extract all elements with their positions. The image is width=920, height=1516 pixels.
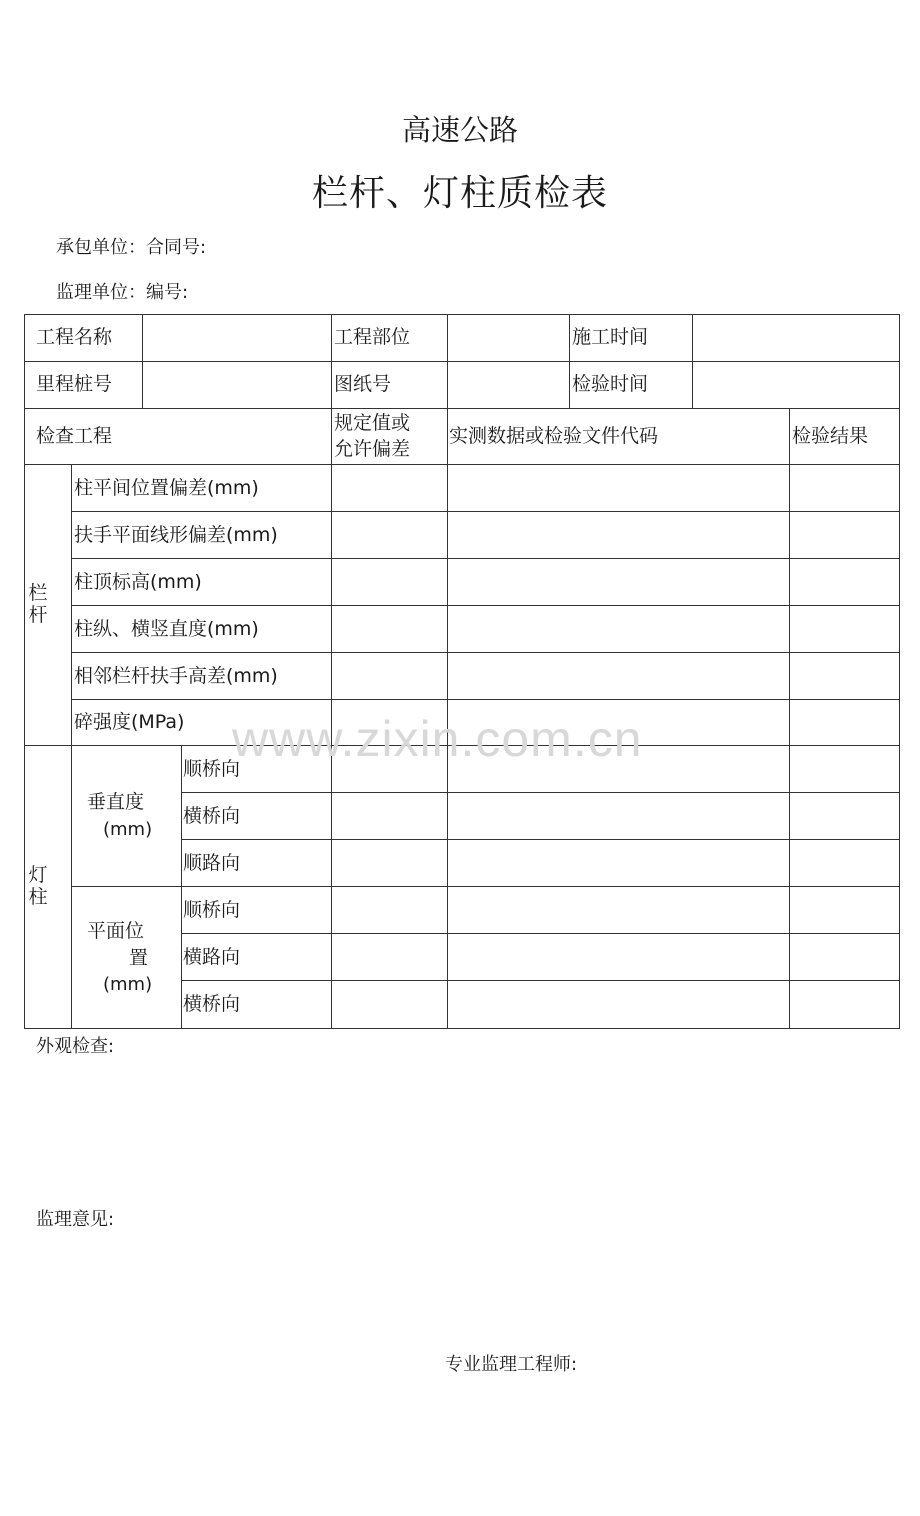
- table-row-item: 横路向: [183, 946, 241, 968]
- table-row-item: 柱顶标高(mm): [74, 571, 202, 593]
- form-title: 栏杆、灯柱质检表: [311, 173, 608, 214]
- plane-subgroup-unit: (mm): [103, 974, 153, 995]
- table-row-item: 相邻栏杆扶手高差(mm): [74, 665, 278, 687]
- table-row-item: 柱平间位置偏差(mm): [74, 477, 259, 499]
- appearance-label: 外观检查:: [36, 1036, 115, 1057]
- mileage-label: 里程桩号: [36, 373, 113, 395]
- vertical-subgroup-label: 垂直度: [87, 791, 145, 813]
- construction-time-label: 施工时间: [572, 326, 649, 348]
- vertical-subgroup-unit: (mm): [103, 819, 153, 840]
- table-row-item: 横桥向: [183, 805, 241, 827]
- table-row-item: 碎强度(MPa): [74, 711, 185, 733]
- lamp-group-label-2: 柱: [28, 886, 48, 908]
- table-row-item: 横桥向: [183, 993, 241, 1015]
- lamp-group-label-1: 灯: [28, 864, 48, 886]
- col-item-header: 检查工程: [36, 425, 113, 447]
- railing-group-label-1: 栏: [28, 582, 48, 604]
- table-row-item: 顺路向: [183, 852, 241, 874]
- drawing-no-label: 图纸号: [334, 373, 392, 395]
- watermark: www.zixin.com.cn: [232, 711, 643, 767]
- page-title: 高速公路: [401, 113, 518, 147]
- plane-subgroup-label-2: 置: [129, 947, 149, 969]
- table-row-item: 柱纵、横竖直度(mm): [74, 618, 259, 640]
- table-row-item: 顺桥向: [183, 899, 241, 921]
- railing-group-label-2: 杆: [28, 604, 48, 626]
- plane-subgroup-label: 平面位: [87, 920, 145, 942]
- col-measured-header: 实测数据或检验文件代码: [449, 425, 659, 447]
- table-row-item: 扶手平面线形偏差(mm): [74, 524, 278, 546]
- col-spec-header-line2: 允许偏差: [334, 438, 411, 460]
- inspection-time-label: 检验时间: [572, 373, 649, 395]
- engineer-signature-label: 专业监理工程师:: [445, 1354, 578, 1375]
- col-spec-header-line1: 规定值或: [334, 412, 411, 434]
- contractor-label: 承包单位：合同号:: [56, 237, 207, 258]
- col-result-header: 检验结果: [792, 425, 869, 447]
- opinion-label: 监理意见:: [36, 1209, 115, 1230]
- table-row-item: 顺桥向: [183, 758, 241, 780]
- project-name-label: 工程名称: [36, 326, 113, 348]
- project-part-label: 工程部位: [334, 326, 411, 348]
- supervisor-label: 监理单位：编号:: [56, 282, 189, 303]
